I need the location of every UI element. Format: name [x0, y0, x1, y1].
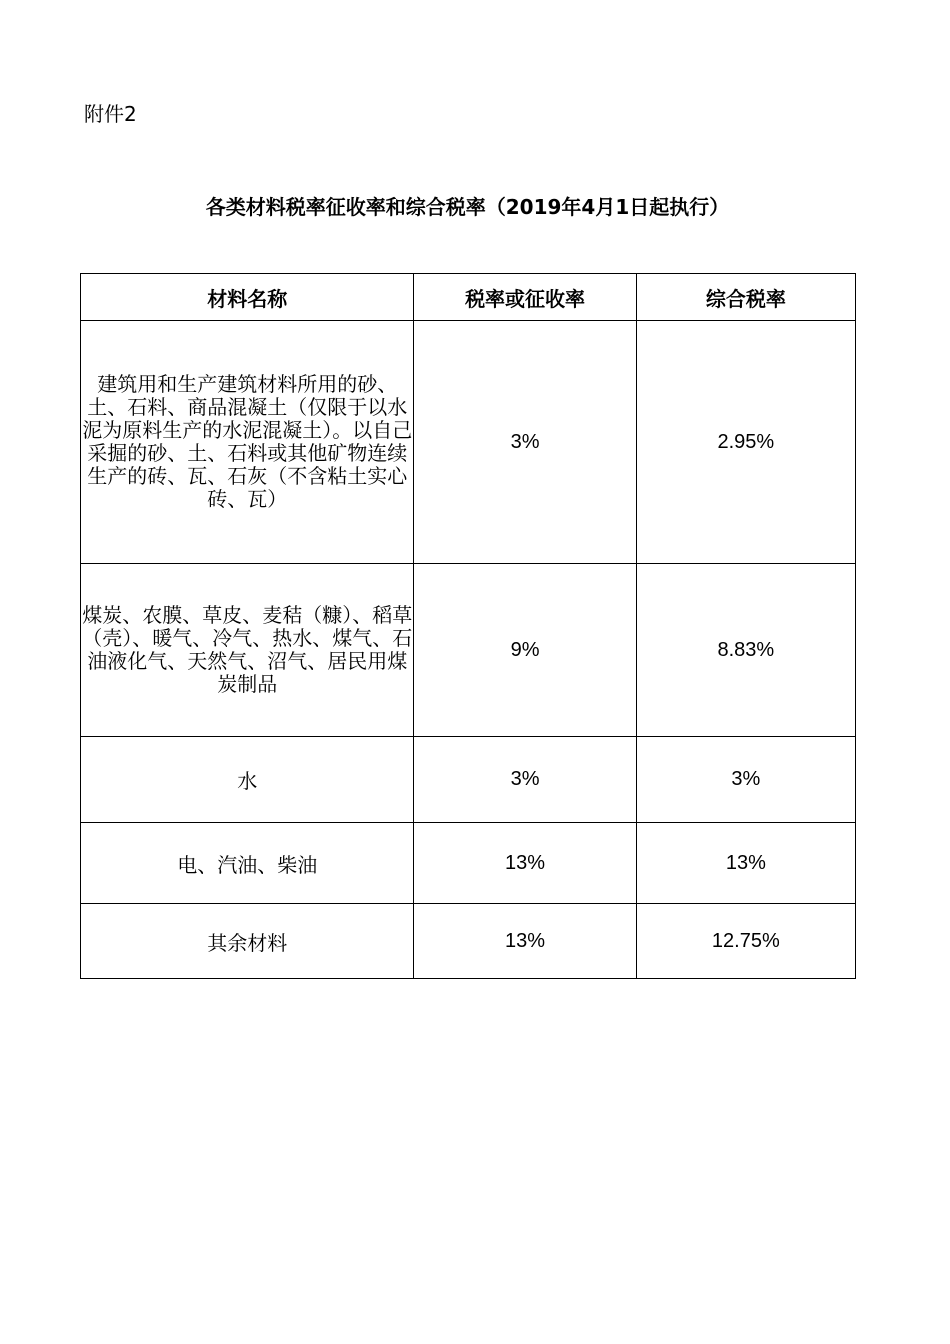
table-header-row: [81, 274, 856, 321]
table-row: [81, 321, 856, 564]
tax-rate-cell: 13%: [414, 904, 636, 979]
material-name-cell: 水: [81, 737, 414, 823]
table-row: [81, 737, 856, 823]
attachment-label: 附件2: [84, 102, 137, 126]
composite-rate-cell: 8.83%: [636, 564, 855, 737]
material-name-cell: 建筑用和生产建筑材料所用的砂、土、石料、商品混凝土（仅限于以水泥为原料生产的水泥混凝土）。以自己采掘的砂、土、石料或其他矿物连续生产的砖、瓦、石灰（不含粘土实心砖、瓦）: [81, 321, 414, 564]
tax-rate-cell: 9%: [414, 564, 636, 737]
table-row: [81, 904, 856, 979]
material-name-cell: 电、汽油、柴油: [81, 823, 414, 904]
header-material-name: 材料名称: [81, 274, 414, 321]
table-row: [81, 823, 856, 904]
table-row: [81, 564, 856, 737]
tax-rate-cell: 3%: [414, 737, 636, 823]
composite-rate-cell: 12.75%: [636, 904, 855, 979]
composite-rate-cell: 3%: [636, 737, 855, 823]
composite-rate-cell: 2.95%: [636, 321, 855, 564]
header-composite-rate: 综合税率: [636, 274, 855, 321]
tax-rate-cell: 3%: [414, 321, 636, 564]
header-tax-rate: 税率或征收率: [414, 274, 636, 321]
document-title: 各类材料税率征收率和综合税率（2019年4月1日起执行）: [205, 195, 730, 219]
composite-rate-cell: 13%: [636, 823, 855, 904]
material-name-cell: 煤炭、农膜、草皮、麦秸（糠）、稻草（壳）、暖气、冷气、热水、煤气、石油液化气、天然气、沼气、居民用煤炭制品: [81, 564, 414, 737]
tax-rate-cell: 13%: [414, 823, 636, 904]
tax-rate-table: [80, 273, 856, 979]
material-name-cell: 其余材料: [81, 904, 414, 979]
